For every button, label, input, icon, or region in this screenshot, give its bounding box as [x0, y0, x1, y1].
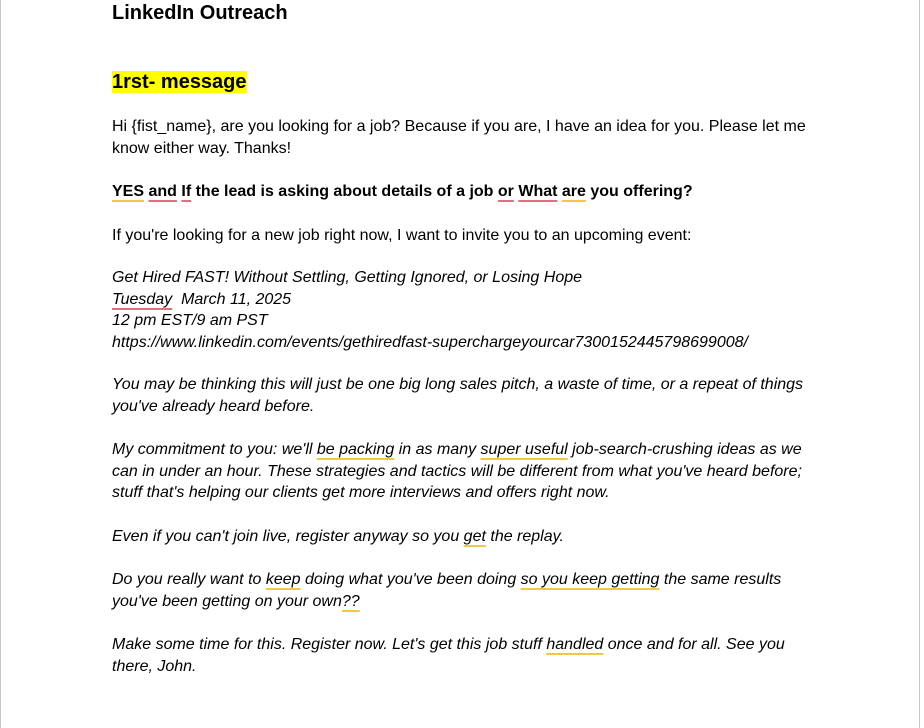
thinking-paragraph: You may be thinking this will just be one big long sales pitch, a waste of time, or a repeat of things you've already heard before. [112, 376, 804, 415]
condition-text: you offering? [585, 183, 693, 200]
condition-text: the lead is asking about details of a job [191, 183, 498, 200]
grammar-flag-word[interactable]: handled [546, 636, 604, 653]
grammar-flag-punctuation[interactable]: ?? [341, 592, 360, 610]
closing-paragraph [112, 634, 812, 677]
commitment-text: My commitment to you: we'll [112, 441, 317, 458]
condition-line [112, 181, 812, 203]
spell-flag-word[interactable]: What [518, 183, 558, 200]
keep-paragraph [112, 569, 812, 612]
highlighted-heading-text: 1rst- message [112, 71, 247, 93]
spell-flag-word[interactable]: YES [112, 183, 145, 200]
grammar-flag-phrase[interactable]: super useful [480, 441, 568, 458]
document-body[interactable] [112, 0, 812, 677]
commitment-paragraph [112, 439, 812, 504]
keep-text: Do you really want to [112, 571, 266, 588]
replay-text: the replay. [485, 527, 564, 545]
commitment-text: job-search-crushing ideas as we can in under an hour. These strategies and tactics will be different from what you've heard before; stuff that's helping our clients get more interviews and offers right now. [112, 441, 802, 501]
closing-text: once and for all. See you there, John. [112, 636, 785, 675]
event-name: Get Hired FAST! Without Settling, Getting Ignored, or Losing Hope [112, 269, 583, 286]
invite-paragraph: If you're looking for a new job right now, I want to invite you to an upcoming event: [112, 226, 692, 244]
document-title: LinkedIn Outreach [112, 2, 288, 24]
grammar-flag-phrase[interactable]: be packing [316, 441, 395, 458]
closing-text: Make some time for this. Register now. Let's get this job stuff [112, 636, 547, 653]
event-date-line [112, 289, 812, 311]
replay-text: Even if you can't join live, register anyway so you [112, 527, 464, 545]
intro-paragraph: Hi {fist_name}, are you looking for a job? Because if you are, I have an idea for you. Please let me know either way. Thanks! [112, 118, 806, 157]
spell-flag-word[interactable]: are [561, 183, 586, 200]
message-heading [112, 70, 812, 94]
event-date: March 11, 2025 [172, 290, 292, 308]
spell-flag-word[interactable]: or [497, 183, 514, 200]
spell-flag-word[interactable]: If [181, 183, 192, 200]
keep-text: doing what you've been doing [300, 571, 521, 588]
grammar-flag-word[interactable]: get [463, 527, 486, 545]
spell-flag-word[interactable]: Tuesday [112, 290, 173, 308]
grammar-flag-word[interactable]: keep [265, 571, 301, 588]
keep-text: the same results you've been getting on your own [112, 571, 782, 610]
commitment-text: in as many [394, 441, 481, 458]
event-url[interactable]: https://www.linkedin.com/events/gethiredfast-superchargeyourcar7300152445798699008/ [112, 333, 748, 351]
grammar-flag-phrase[interactable]: so you keep getting [520, 571, 660, 588]
spell-flag-word[interactable]: and [148, 183, 177, 200]
replay-paragraph [112, 526, 812, 548]
event-time: 12 pm EST/9 am PST [112, 312, 268, 329]
